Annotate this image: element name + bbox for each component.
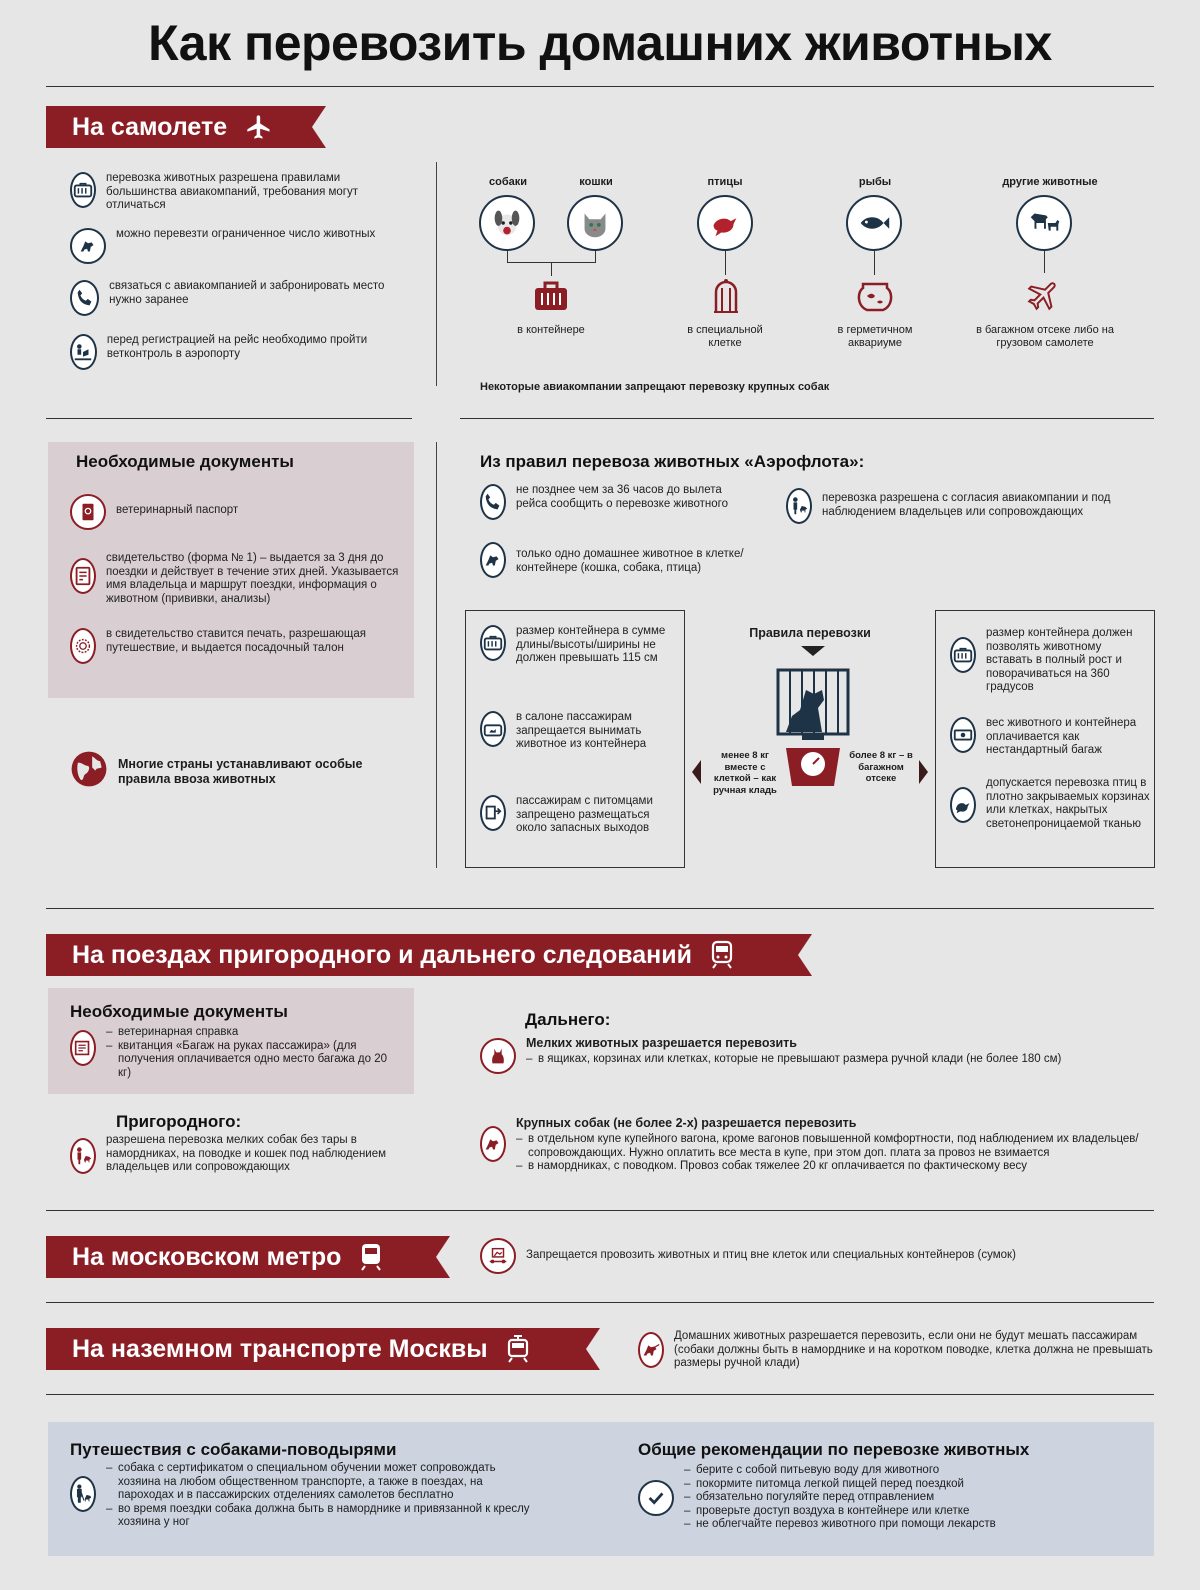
carrier-icon [533, 280, 569, 317]
divider [46, 1302, 1154, 1303]
baggage-rules-frame [935, 610, 1155, 868]
divider [460, 418, 1154, 419]
list-item-text: – во время поездки собака должна быть в наморднике и привязанной к креслу хозяина у ног [106, 1503, 540, 1530]
list-item [70, 172, 390, 228]
label-cats: кошки [579, 176, 613, 188]
list-item-text: ветеринарный паспорт [116, 504, 239, 516]
bird-icon [950, 787, 976, 823]
list-item-text: – в ящиках, корзинах или клетках, которые не превышают размера ручной клади (не более 180 см) [526, 1053, 1061, 1067]
divider [46, 1394, 1154, 1395]
dog-icon [70, 228, 106, 264]
bird-icon [697, 195, 753, 251]
vet-control-icon [70, 334, 97, 370]
blind-person-guide-dog-icon [70, 1476, 96, 1512]
list-item-text: пассажирам с питомцами запрещено размещаться около запасных выходов [516, 795, 653, 834]
list-item [70, 334, 390, 388]
list-item [638, 1464, 1118, 1532]
big-dogs-heading: Крупных собак (не более 2-х) разрешается перевозить [516, 1116, 857, 1130]
carrier-icon [950, 637, 976, 673]
list-item-text: свидетельство (форма № 1) – выдается за 3 дня до поездки и действует в течение этих дней. Указывается имя владельца и маршрут поездки, информация о животном (прививки, анализы) [106, 552, 399, 605]
list-item-text: допускается перевозка птиц в плотно закрываемых корзинах или клетках, накрытых светонепроницаемой тканью [986, 777, 1150, 830]
list-item [480, 484, 740, 520]
ground-text: Домашних животных разрешается перевозить, если они не будут мешать пассажирам (собаки должны быть в наморднике и на коротком поводке, клетка должна не превышать размеры ручной клади) [674, 1330, 1153, 1369]
divider [436, 162, 437, 386]
list-item [950, 627, 1150, 695]
list-item-text: – обязательно погуляйте перед отправлением [684, 1491, 996, 1505]
list-item [480, 1116, 1152, 1174]
airplane-icon [245, 113, 273, 141]
cargo-caption: в багажном отсеке либо на грузовом самолете [976, 324, 1114, 349]
page-title: Как перевозить домашних животных [148, 15, 1052, 71]
muzzled-dog-icon [638, 1332, 664, 1368]
list-item-text: – ветеринарная справка [106, 1026, 400, 1040]
big-dogs-note: Некоторые авиакомпании запрещают перевозку крупных собак [480, 381, 830, 393]
under-8kg-caption: менее 8 кг вместе с клеткой – как ручная кладь [713, 750, 777, 796]
cat-face-icon [567, 195, 623, 251]
small-animals-heading: Мелких животных разрешается перевозить [526, 1036, 797, 1050]
list-item [480, 625, 680, 666]
aquarium-caption: в герметичном аквариуме [837, 324, 913, 349]
list-item-text: в свидетельство ставится печать, разрешающая путешествие, и выдается посадочный талон [106, 628, 366, 654]
long-distance-heading: Дальнего: [525, 1010, 611, 1029]
trains-ribbon-label: На поездах пригородного и дальнего следований [72, 941, 692, 969]
list-item [480, 1036, 1140, 1074]
dog-face-icon [479, 195, 535, 251]
list-item-text: размер контейнера должен позволять животному вставать в полный рост и поворачиваться на 360 градусов [986, 627, 1133, 693]
list-item [70, 552, 406, 606]
aeroflot-heading: Из правил перевоза животных «Аэрофлота»: [480, 452, 865, 471]
label-dogs: собаки [488, 176, 528, 188]
metro-ribbon [46, 1236, 436, 1278]
owner-dog-icon [70, 1138, 96, 1174]
list-item [480, 1238, 1150, 1274]
carrier-icon [480, 625, 506, 661]
list-item [480, 711, 680, 752]
plane-ribbon-label: На самолете [72, 113, 228, 141]
divider [46, 1210, 1154, 1211]
birdcage-icon [712, 278, 740, 319]
list-item [786, 488, 1146, 524]
container-caption: в контейнере [517, 324, 585, 336]
list-item-text: размер контейнера в сумме длины/высоты/ширины не должен превышать 115 см [516, 625, 666, 664]
list-item [70, 280, 390, 334]
passport-icon [70, 494, 106, 530]
aquarium-icon [857, 280, 893, 317]
trains-ribbon [46, 934, 798, 976]
over-8kg-caption: более 8 кг – в багажном отсеке [849, 750, 913, 784]
label-other-animals: другие животные [1002, 176, 1098, 188]
list-item-text: вес животного и контейнера оплачивается как нестандартный багаж [986, 717, 1137, 756]
list-item-text: связаться с авиакомпанией и забронировать место нужно заранее [109, 280, 385, 306]
train-icon [710, 940, 734, 970]
label-birds: птицы [707, 176, 743, 188]
divider [46, 86, 1154, 87]
metro-train-icon [359, 1242, 383, 1272]
general-recommendations-heading: Общие рекомендации по перевозке животных [638, 1440, 1030, 1459]
owner-dog-icon [786, 488, 812, 524]
carrier-icon [70, 172, 96, 208]
list-item-text: – берите с собой питьевую воду для животного [684, 1464, 996, 1478]
guide-dogs-heading: Путешествия с собаками-поводырями [70, 1440, 397, 1459]
metro-ribbon-label: На московском метро [72, 1243, 342, 1271]
list-item [70, 1134, 400, 1175]
money-icon [950, 717, 976, 753]
list-item-text: – собака с сертификатом о специальном обучении может сопровождать хозяина на любом общественном транспорте, а также в поездах, на пароходах и в пассажирских отделениях самолетов бесплатно [106, 1462, 540, 1503]
list-item-text: – квитанция «Багаж на руках пассажира» (для получения оплачивается одно место багажа до 20 кг) [106, 1040, 400, 1081]
phone-icon [480, 484, 506, 520]
documents-heading: Необходимые документы [76, 452, 294, 471]
list-item-text: перевозка разрешена с согласия авиакомпании и под наблюдением владельцев или сопровождающих [822, 492, 1111, 518]
list-item-text: можно перевезти ограниченное число животных [116, 228, 376, 240]
list-item [70, 228, 390, 280]
suburban-heading: Пригородного: [116, 1112, 242, 1131]
transport-rules-title: Правила перевозки [749, 626, 871, 640]
pet-in-carrier-icon [480, 711, 506, 747]
plane-ribbon [46, 106, 312, 148]
bottom-info-box [48, 1422, 1154, 1556]
cage-caption: в специальной клетке [687, 324, 763, 349]
list-item [950, 717, 1150, 758]
cargo-plane-icon [1024, 277, 1064, 318]
list-item [638, 1330, 1154, 1371]
list-item-text: – в намордниках, с поводком. Провоз собак тяжелее 20 кг оплачивается по фактическому весу [516, 1160, 1152, 1174]
divider [46, 908, 1154, 909]
divider [46, 418, 412, 419]
document-icon [70, 1030, 96, 1066]
list-item [950, 777, 1150, 831]
horse-goat-icon [1016, 195, 1072, 251]
dog-icon [480, 542, 506, 578]
emergency-exit-seat-icon [480, 795, 506, 831]
list-item-text: – в отдельном купе купейного вагона, кроме вагонов повышенной комфортности, под наблюдением их владельцев/сопровождающих. Нужно оплатить все места в купе, при этом доп. плата за провоз не взимается [516, 1133, 1152, 1160]
ground-ribbon-label: На наземном транспорте Москвы [72, 1335, 488, 1363]
train-documents-box [48, 988, 414, 1094]
list-item-text: перевозка животных разрешена правилами большинства авиакомпаний, требования могут отличаться [106, 172, 359, 211]
fish-icon [846, 195, 902, 251]
cabin-rules-frame [465, 610, 685, 868]
countries-text: Многие страны устанавливают особые правила ввоза животных [118, 756, 363, 786]
list-item [480, 795, 680, 836]
list-item [70, 1462, 540, 1530]
pet-carrier-prohibited-icon [480, 1238, 516, 1274]
documents-box [48, 442, 414, 698]
list-item-text: – не облегчайте перевоз животного при помощи лекарств [684, 1518, 996, 1532]
label-fish: рыбы [858, 176, 892, 188]
list-item-text: только одно домашнее животное в клетке/ контейнере (кошка, собака, птица) [516, 548, 744, 574]
list-item-text: перед регистрацией на рейс необходимо пройти ветконтроль в аэропорту [106, 334, 368, 360]
big-dog-icon [480, 1126, 506, 1162]
divider [436, 442, 437, 868]
tram-icon [506, 1334, 530, 1364]
list-item [70, 628, 406, 664]
list-item [70, 1026, 400, 1080]
ground-transport-ribbon [46, 1328, 586, 1370]
list-item-text: в салоне пассажирам запрещается вынимать животное из контейнера [516, 711, 647, 750]
phone-icon [70, 280, 99, 316]
list-item-text: – проверьте доступ воздуха в контейнере или клетке [684, 1505, 996, 1519]
stamp-icon [70, 628, 96, 664]
list-item [70, 494, 400, 530]
list-item-text: не позднее чем за 36 часов до вылета рейса сообщить о перевозке животного [516, 484, 729, 510]
certificate-icon [70, 558, 96, 594]
list-item-text: – покормите питомца легкой пищей перед поездкой [684, 1478, 996, 1492]
list-item [480, 542, 800, 578]
countries-note [70, 750, 400, 793]
cat-icon [480, 1038, 516, 1074]
checkmark-icon [638, 1480, 674, 1516]
plane-rules-list [70, 172, 390, 388]
metro-text: Запрещается провозить животных и птиц вне клеток или специальных контейнеров (сумок) [526, 1249, 1016, 1262]
globe-icon [70, 750, 108, 793]
suburban-text: разрешена перевозка мелких собак без тары в намордниках, на поводке и кошек под наблюдением владельцев или сопровождающих [106, 1134, 387, 1173]
train-documents-heading: Необходимые документы [70, 1002, 288, 1021]
